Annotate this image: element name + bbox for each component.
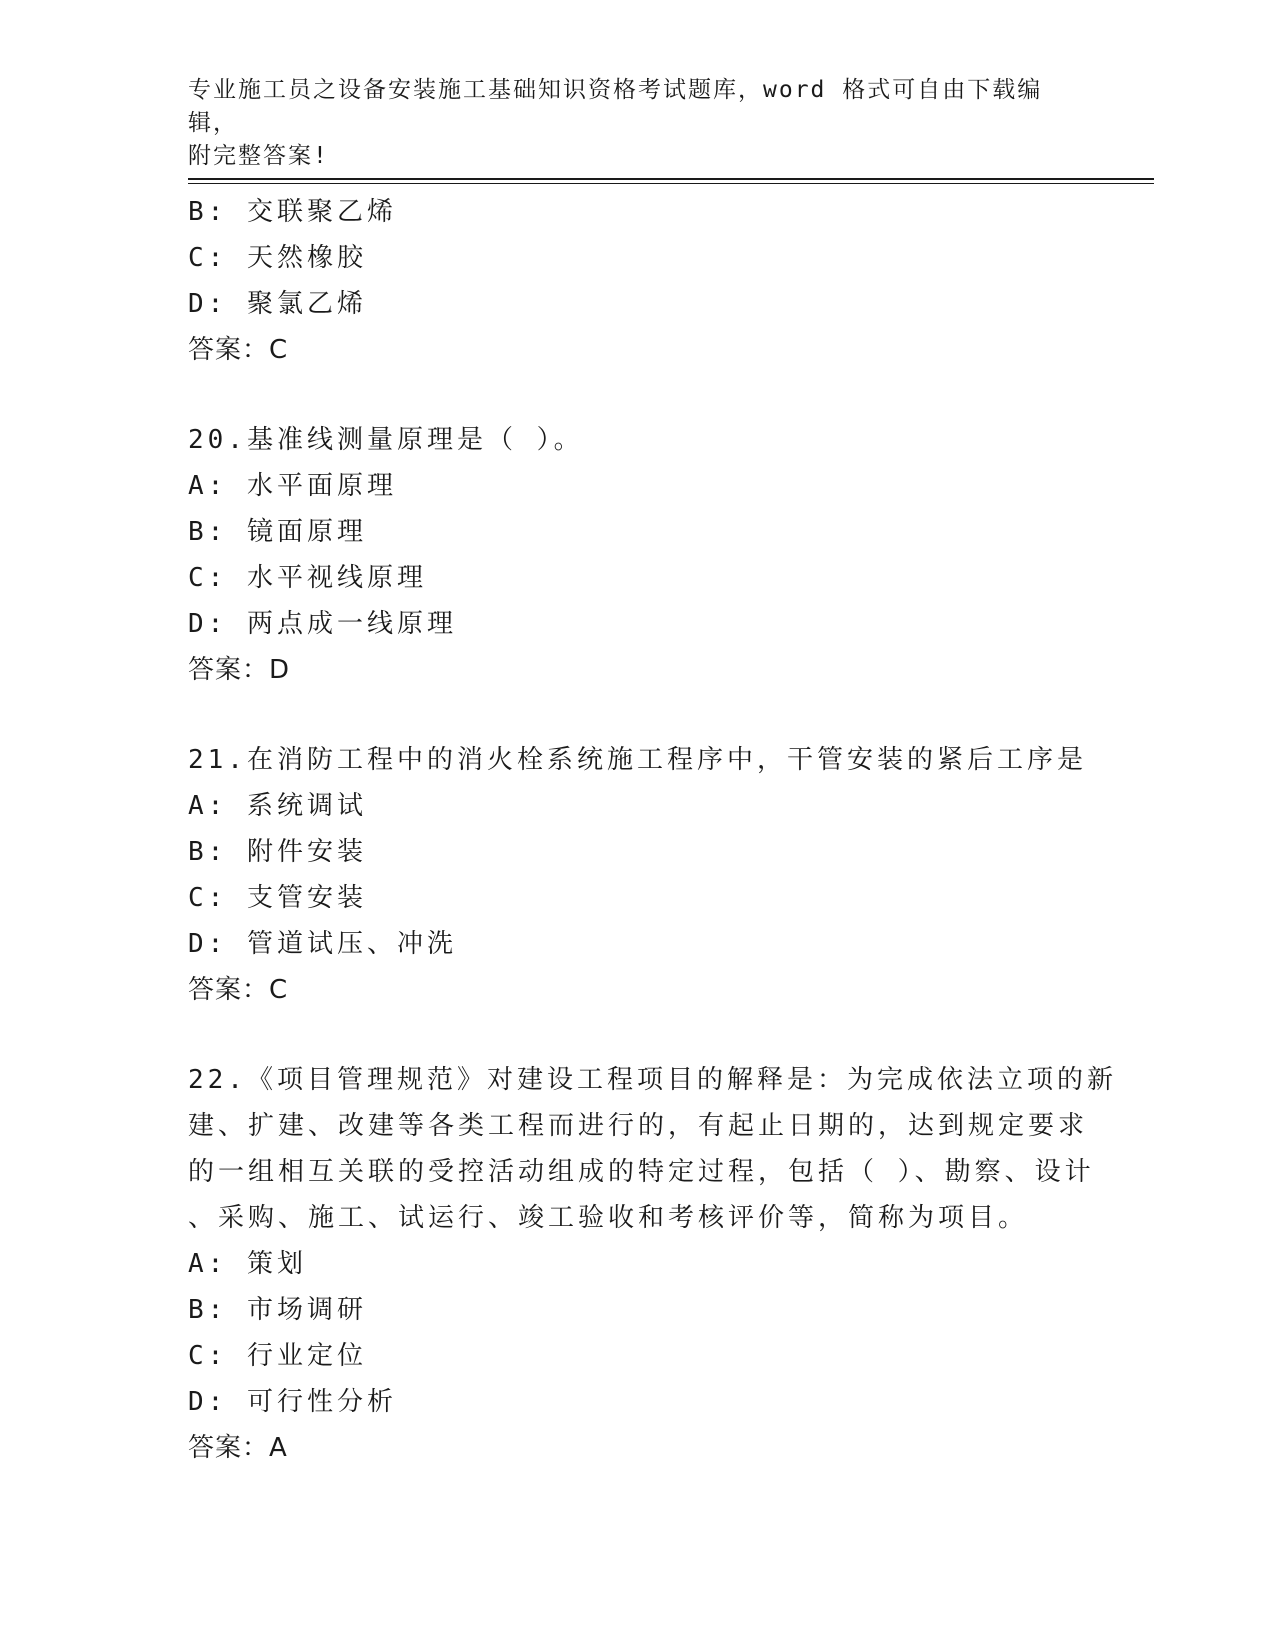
spacer: [188, 693, 1088, 737]
option-b: B: 交联聚乙烯: [188, 197, 397, 227]
header-divider-thick: [188, 178, 1154, 180]
option-d: D: 可行性分析: [188, 1387, 397, 1417]
question-20: [188, 417, 1088, 693]
option-b: B: 市场调研: [188, 1295, 367, 1325]
question-text: 21.在消防工程中的消火栓系统施工程序中，干管安装的紧后工序是: [188, 745, 1087, 775]
document-header: [188, 74, 1088, 173]
answer: 答案：D: [188, 655, 291, 685]
option-c: C: 行业定位: [188, 1341, 367, 1371]
question-19-tail: [188, 189, 1088, 373]
option-b: B: 镜面原理: [188, 517, 367, 547]
option-a: A: 策划: [188, 1249, 307, 1279]
option-d: D: 聚氯乙烯: [188, 289, 367, 319]
header-divider-thin: [188, 183, 1154, 184]
answer: 答案：C: [188, 975, 289, 1005]
answer: 答案：C: [188, 335, 289, 365]
question-21: [188, 737, 1088, 1013]
answer: 答案：A: [188, 1433, 288, 1463]
option-c: C: 天然橡胶: [188, 243, 367, 273]
option-d: D: 两点成一线原理: [188, 609, 457, 639]
header-line-2: 附完整答案!: [188, 143, 329, 169]
question-text: [188, 1057, 1117, 1241]
option-c: C: 支管安装: [188, 883, 367, 913]
question-text: 20.基准线测量原理是（ ）。: [188, 425, 584, 455]
option-b: B: 附件安装: [188, 837, 367, 867]
spacer: [188, 373, 1088, 417]
option-c: C: 水平视线原理: [188, 563, 427, 593]
question-text-line-3: 的一组相互关联的受控活动组成的特定过程，包括（ ）、勘察、设计: [188, 1157, 1095, 1187]
question-text-line-1: 22.《项目管理规范》对建设工程项目的解释是：为完成依法立项的新: [188, 1065, 1117, 1095]
question-text-line-4: 、采购、施工、试运行、竣工验收和考核评价等，简称为项目。: [188, 1203, 1029, 1233]
question-text-line-2: 建、扩建、改建等各类工程而进行的，有起止日期的，达到规定要求: [188, 1111, 1089, 1141]
option-d: D: 管道试压、冲洗: [188, 929, 457, 959]
option-a: A: 水平面原理: [188, 471, 397, 501]
spacer: [188, 1013, 1088, 1057]
question-22: [188, 1057, 1117, 1471]
option-a: A: 系统调试: [188, 791, 367, 821]
header-line-1: 专业施工员之设备安装施工基础知识资格考试题库，word 格式可自由下载编辑，: [188, 77, 1043, 136]
question-list: [188, 189, 1117, 1471]
